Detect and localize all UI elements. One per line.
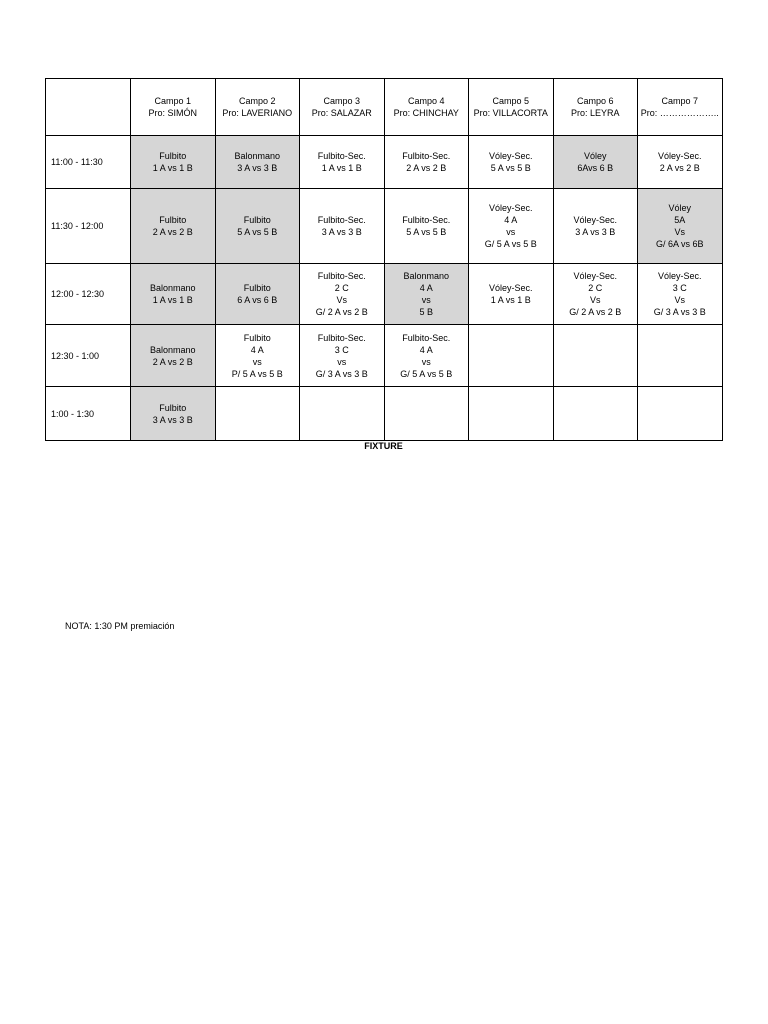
time-slot: 11:00 - 11:30 xyxy=(46,136,131,189)
match-cell: Balonmano 3 A vs 3 B xyxy=(215,136,300,189)
table-row xyxy=(46,387,723,441)
match-cell: Fulbito-Sec. 5 A vs 5 B xyxy=(384,189,469,264)
match-cell xyxy=(215,387,300,441)
fixture-table xyxy=(45,78,723,441)
time-slot: 12:00 - 12:30 xyxy=(46,264,131,325)
table-row xyxy=(46,264,723,325)
match-cell: Vóley-Sec. 3 A vs 3 B xyxy=(553,189,638,264)
corner-cell xyxy=(46,79,131,136)
match-cell xyxy=(300,387,385,441)
match-cell: Fulbito 2 A vs 2 B xyxy=(131,189,216,264)
header-row xyxy=(46,79,723,136)
match-cell: Fulbito 5 A vs 5 B xyxy=(215,189,300,264)
field-header-3: Campo 3 Pro: SALAZAR xyxy=(300,79,385,136)
match-cell: Vóley 6Avs 6 B xyxy=(553,136,638,189)
time-slot: 11:30 - 12:00 xyxy=(46,189,131,264)
table-caption: FIXTURE xyxy=(364,441,403,451)
match-cell: Fulbito 1 A vs 1 B xyxy=(131,136,216,189)
table-row xyxy=(46,136,723,189)
match-cell: Fulbito-Sec. 4 A vs G/ 5 A vs 5 B xyxy=(384,325,469,387)
match-cell: Fulbito 6 A vs 6 B xyxy=(215,264,300,325)
match-cell: Vóley-Sec. 2 A vs 2 B xyxy=(638,136,723,189)
match-cell: Fulbito-Sec. 1 A vs 1 B xyxy=(300,136,385,189)
match-cell: Vóley-Sec. 1 A vs 1 B xyxy=(469,264,554,325)
match-cell xyxy=(553,325,638,387)
match-cell: Vóley-Sec. 4 A vs G/ 5 A vs 5 B xyxy=(469,189,554,264)
field-header-4: Campo 4 Pro: CHINCHAY xyxy=(384,79,469,136)
match-cell xyxy=(553,387,638,441)
footnote: NOTA: 1:30 PM premiación xyxy=(65,621,175,631)
field-header-6: Campo 6 Pro: LEYRA xyxy=(553,79,638,136)
table-row xyxy=(46,189,723,264)
field-header-5: Campo 5 Pro: VILLACORTA xyxy=(469,79,554,136)
match-cell xyxy=(384,387,469,441)
field-header-7: Campo 7 Pro: ……………….. xyxy=(638,79,723,136)
match-cell xyxy=(638,325,723,387)
match-cell: Vóley-Sec. 2 C Vs G/ 2 A vs 2 B xyxy=(553,264,638,325)
match-cell: Vóley-Sec. 3 C Vs G/ 3 A vs 3 B xyxy=(638,264,723,325)
field-header-1: Campo 1 Pro: SIMÓN xyxy=(131,79,216,136)
match-cell: Balonmano 1 A vs 1 B xyxy=(131,264,216,325)
match-cell xyxy=(638,387,723,441)
table-row xyxy=(46,325,723,387)
match-cell: Fulbito-Sec. 3 C vs G/ 3 A vs 3 B xyxy=(300,325,385,387)
match-cell: Balonmano 4 A vs 5 B xyxy=(384,264,469,325)
field-header-2: Campo 2 Pro: LAVERIANO xyxy=(215,79,300,136)
time-slot: 12:30 - 1:00 xyxy=(46,325,131,387)
match-cell: Vóley-Sec. 5 A vs 5 B xyxy=(469,136,554,189)
match-cell: Fulbito 4 A vs P/ 5 A vs 5 B xyxy=(215,325,300,387)
time-slot: 1:00 - 1:30 xyxy=(46,387,131,441)
match-cell: Fulbito-Sec. 2 A vs 2 B xyxy=(384,136,469,189)
match-cell: Fulbito-Sec. 3 A vs 3 B xyxy=(300,189,385,264)
match-cell xyxy=(469,387,554,441)
match-cell xyxy=(469,325,554,387)
match-cell: Balonmano 2 A vs 2 B xyxy=(131,325,216,387)
match-cell: Vóley 5A Vs G/ 6A vs 6B xyxy=(638,189,723,264)
match-cell: Fulbito-Sec. 2 C Vs G/ 2 A vs 2 B xyxy=(300,264,385,325)
match-cell: Fulbito 3 A vs 3 B xyxy=(131,387,216,441)
